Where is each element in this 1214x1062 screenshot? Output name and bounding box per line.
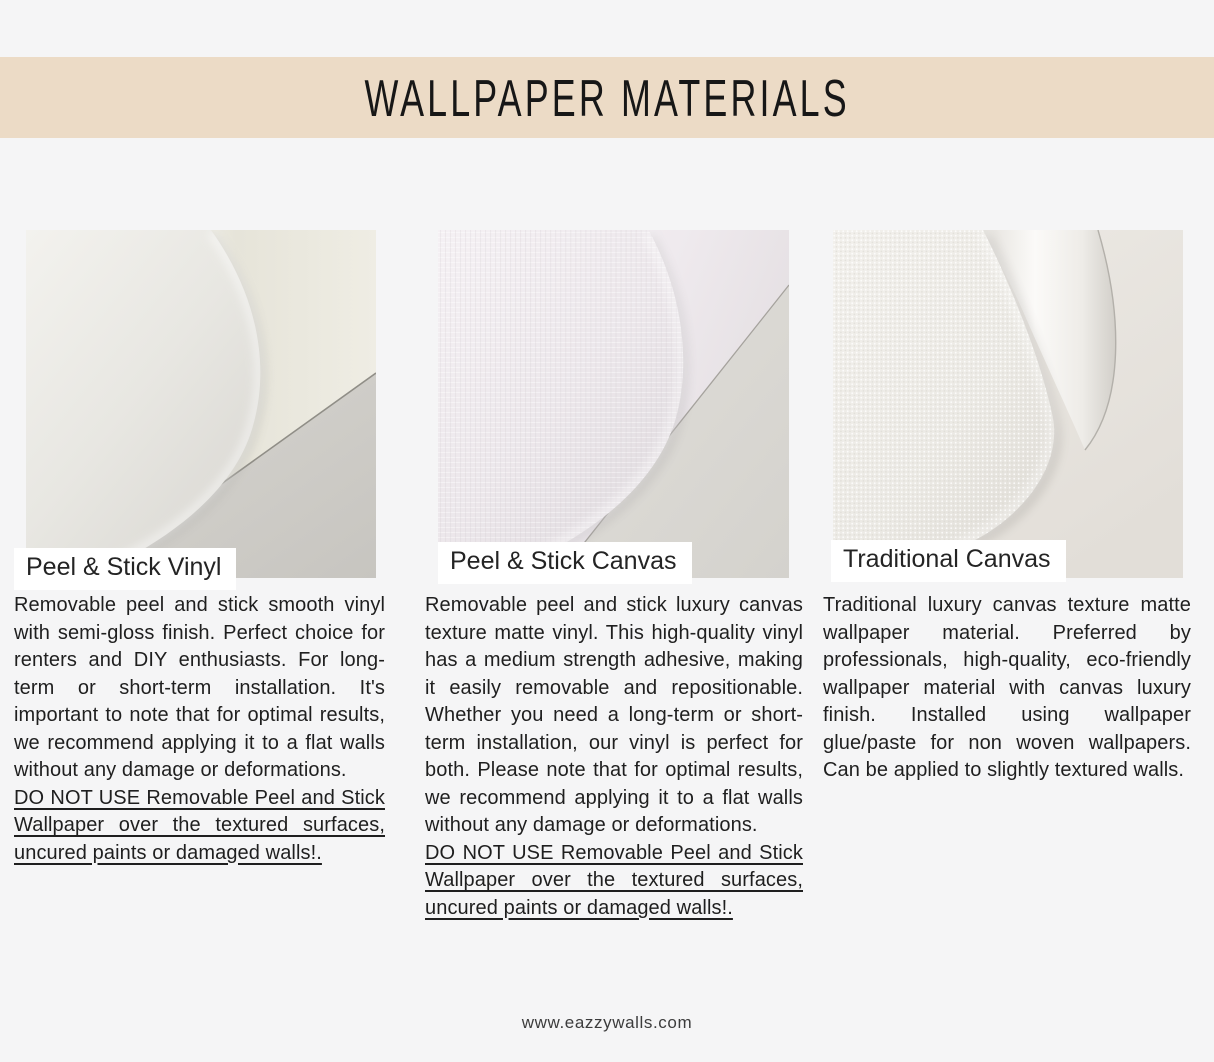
canvas-vinyl-photo [438,230,789,578]
material-photo-wrap [425,230,803,578]
material-label-vinyl: Peel & Stick Vinyl [14,548,236,590]
material-warning: DO NOT USE Removable Peel and Stick Wallpaper over the textured surfaces, uncured paints or damaged walls!. [425,841,803,919]
material-card-traditional-canvas [823,230,1191,785]
material-label-traditional: Traditional Canvas [831,540,1066,582]
material-card-peel-stick-vinyl [14,230,385,867]
website-link[interactable]: www.eazzywalls.com [521,1013,693,1032]
footer [0,1013,1214,1033]
material-label-canvas: Peel & Stick Canvas [438,542,692,584]
header-band [0,57,1214,138]
material-photo-wrap [14,230,385,581]
material-photo-wrap [823,230,1191,578]
smooth-vinyl-photo [26,230,376,578]
material-card-peel-stick-canvas [425,230,803,922]
material-description: Removable peel and stick smooth vinyl with semi-gloss finish. Perfect choice for renters and DIY enthusiasts. For long-term or short-term installation. It's important to note that for optimal results, we recommend applying it to a flat walls without any damage or deformations. [14,594,385,781]
material-warning: DO NOT USE Removable Peel and Stick Wallpaper over the textured surfaces, uncured paints or damaged walls!. [14,786,385,864]
page-title: WALLPAPER MATERIALS [364,68,850,127]
traditional-canvas-photo [833,230,1183,578]
material-description: Removable peel and stick luxury canvas texture matte vinyl. This high-quality vinyl has a medium strength adhesive, making it easily removable and repositionable. Whether you need a long-term or short-term installation, our vinyl is perfect for both. Please note that for optimal results, we recommend applying it to a flat walls without any damage or deformations. [425,594,803,836]
material-description: Traditional luxury canvas texture matte wallpaper material. Preferred by professionals, high-quality, eco-friendly wallpaper material with canvas luxury finish. Installed using wallpaper glue/paste for non woven wallpapers. Can be applied to slightly textured walls. [823,594,1191,781]
